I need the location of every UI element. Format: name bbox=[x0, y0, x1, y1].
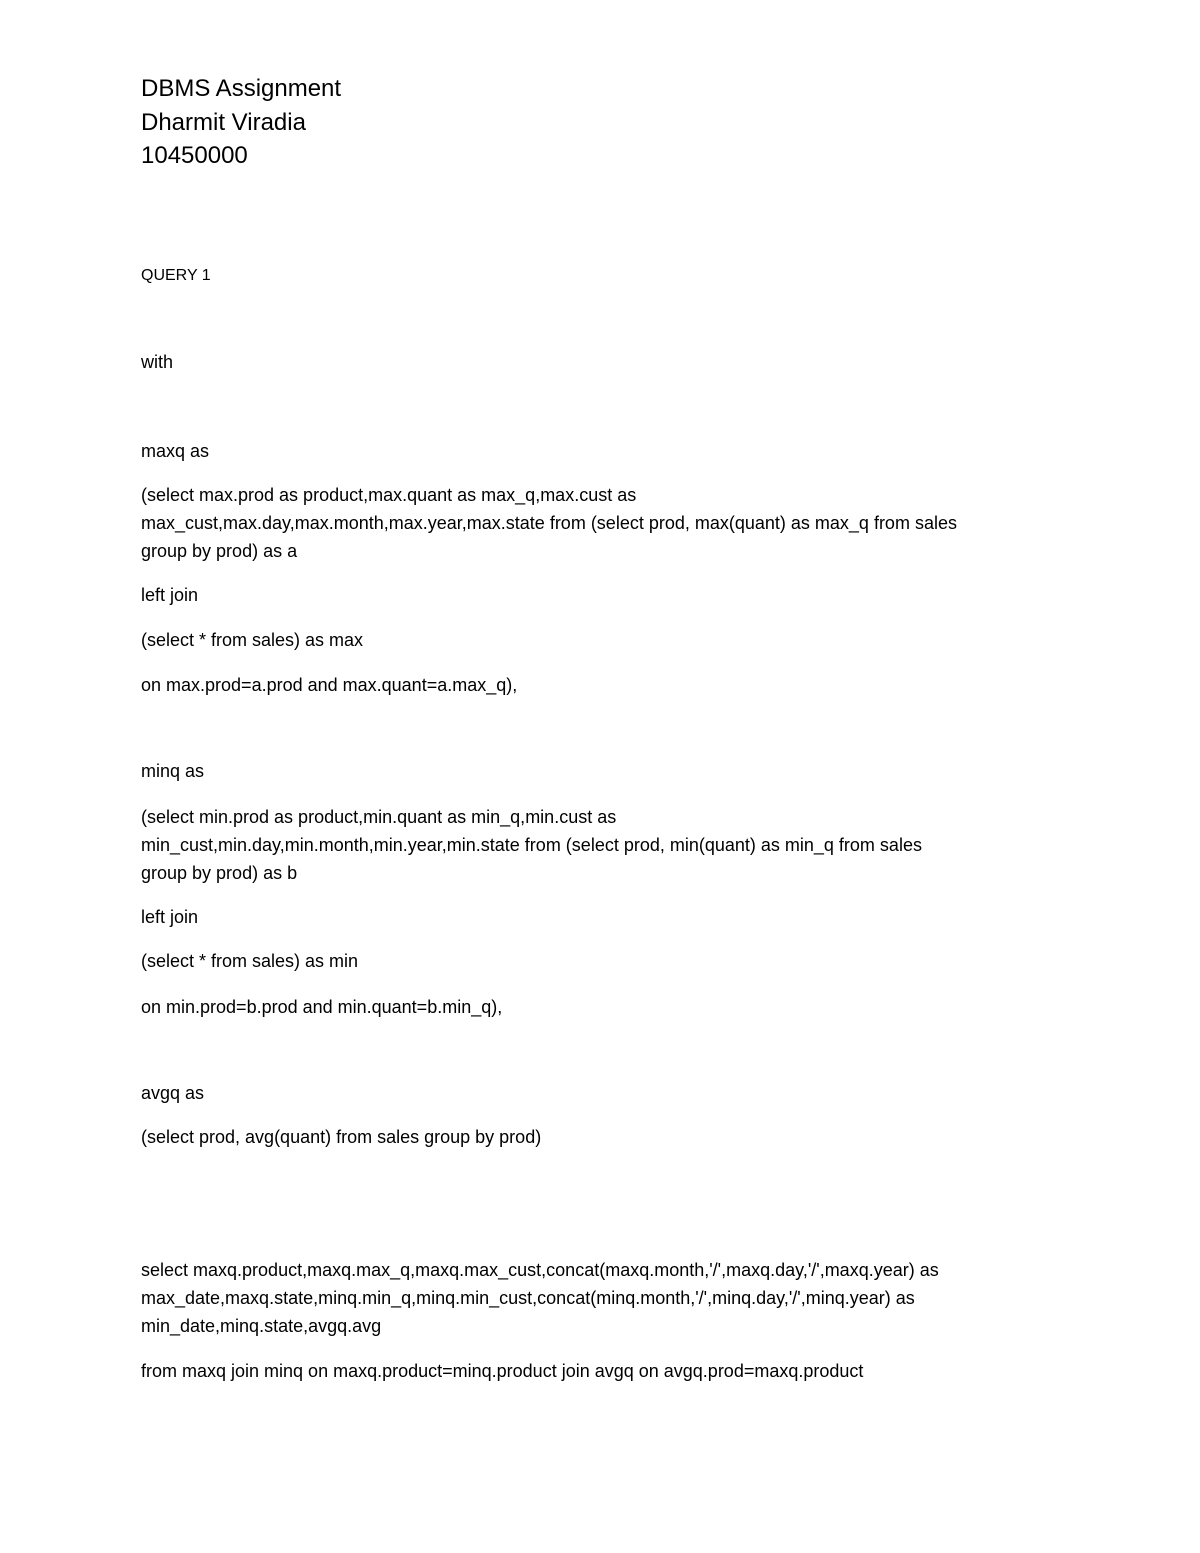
code-line-minq-select-3: group by prod) as b bbox=[141, 863, 298, 883]
author-name: Dharmit Viradia bbox=[141, 109, 306, 136]
code-line-minq-on: on min.prod=b.prod and min.quant=b.min_q), bbox=[141, 997, 503, 1017]
document-title: DBMS Assignment bbox=[141, 75, 342, 102]
code-line-with: with bbox=[141, 352, 174, 372]
code-line-maxq-on: on max.prod=a.prod and max.quant=a.max_q), bbox=[141, 675, 518, 695]
code-line-minq-as: minq as bbox=[141, 761, 205, 781]
code-line-avgq-select: (select prod, avg(quant) from sales group by prod) bbox=[141, 1127, 542, 1147]
code-line-maxq-select-2: max_cust,max.day,max.month,max.year,max.state from (select prod, max(quant) as max_q from sales bbox=[141, 513, 957, 533]
code-line-final-2: max_date,maxq.state,minq.min_q,minq.min_cust,concat(minq.month,'/',minq.day,'/',minq.year) as bbox=[141, 1288, 915, 1308]
student-id: 10450000 bbox=[141, 142, 248, 169]
code-line-maxq-as: maxq as bbox=[141, 441, 210, 461]
code-line-minq-left-join: left join bbox=[141, 907, 199, 927]
code-line-maxq-select-3: group by prod) as a bbox=[141, 541, 298, 561]
query-label: QUERY 1 bbox=[141, 267, 211, 284]
code-line-final-1: select maxq.product,maxq.max_q,maxq.max_cust,concat(maxq.month,'/',maxq.day,'/',maxq.year) as bbox=[141, 1260, 939, 1280]
code-line-avgq-as: avgq as bbox=[141, 1083, 205, 1103]
code-line-minq-select-1: (select min.prod as product,min.quant as min_q,min.cust as bbox=[141, 807, 617, 827]
code-line-maxq-left-join: left join bbox=[141, 585, 199, 605]
code-line-maxq-sub: (select * from sales) as max bbox=[141, 630, 364, 650]
code-line-minq-sub: (select * from sales) as min bbox=[141, 951, 359, 971]
code-line-maxq-select-1: (select max.prod as product,max.quant as max_q,max.cust as bbox=[141, 485, 637, 505]
code-line-final-from: from maxq join minq on maxq.product=minq.product join avgq on avgq.prod=maxq.product bbox=[141, 1361, 864, 1381]
code-line-minq-select-2: min_cust,min.day,min.month,min.year,min.state from (select prod, min(quant) as min_q from sales bbox=[141, 835, 922, 855]
code-line-final-3: min_date,minq.state,avgq.avg bbox=[141, 1316, 382, 1336]
